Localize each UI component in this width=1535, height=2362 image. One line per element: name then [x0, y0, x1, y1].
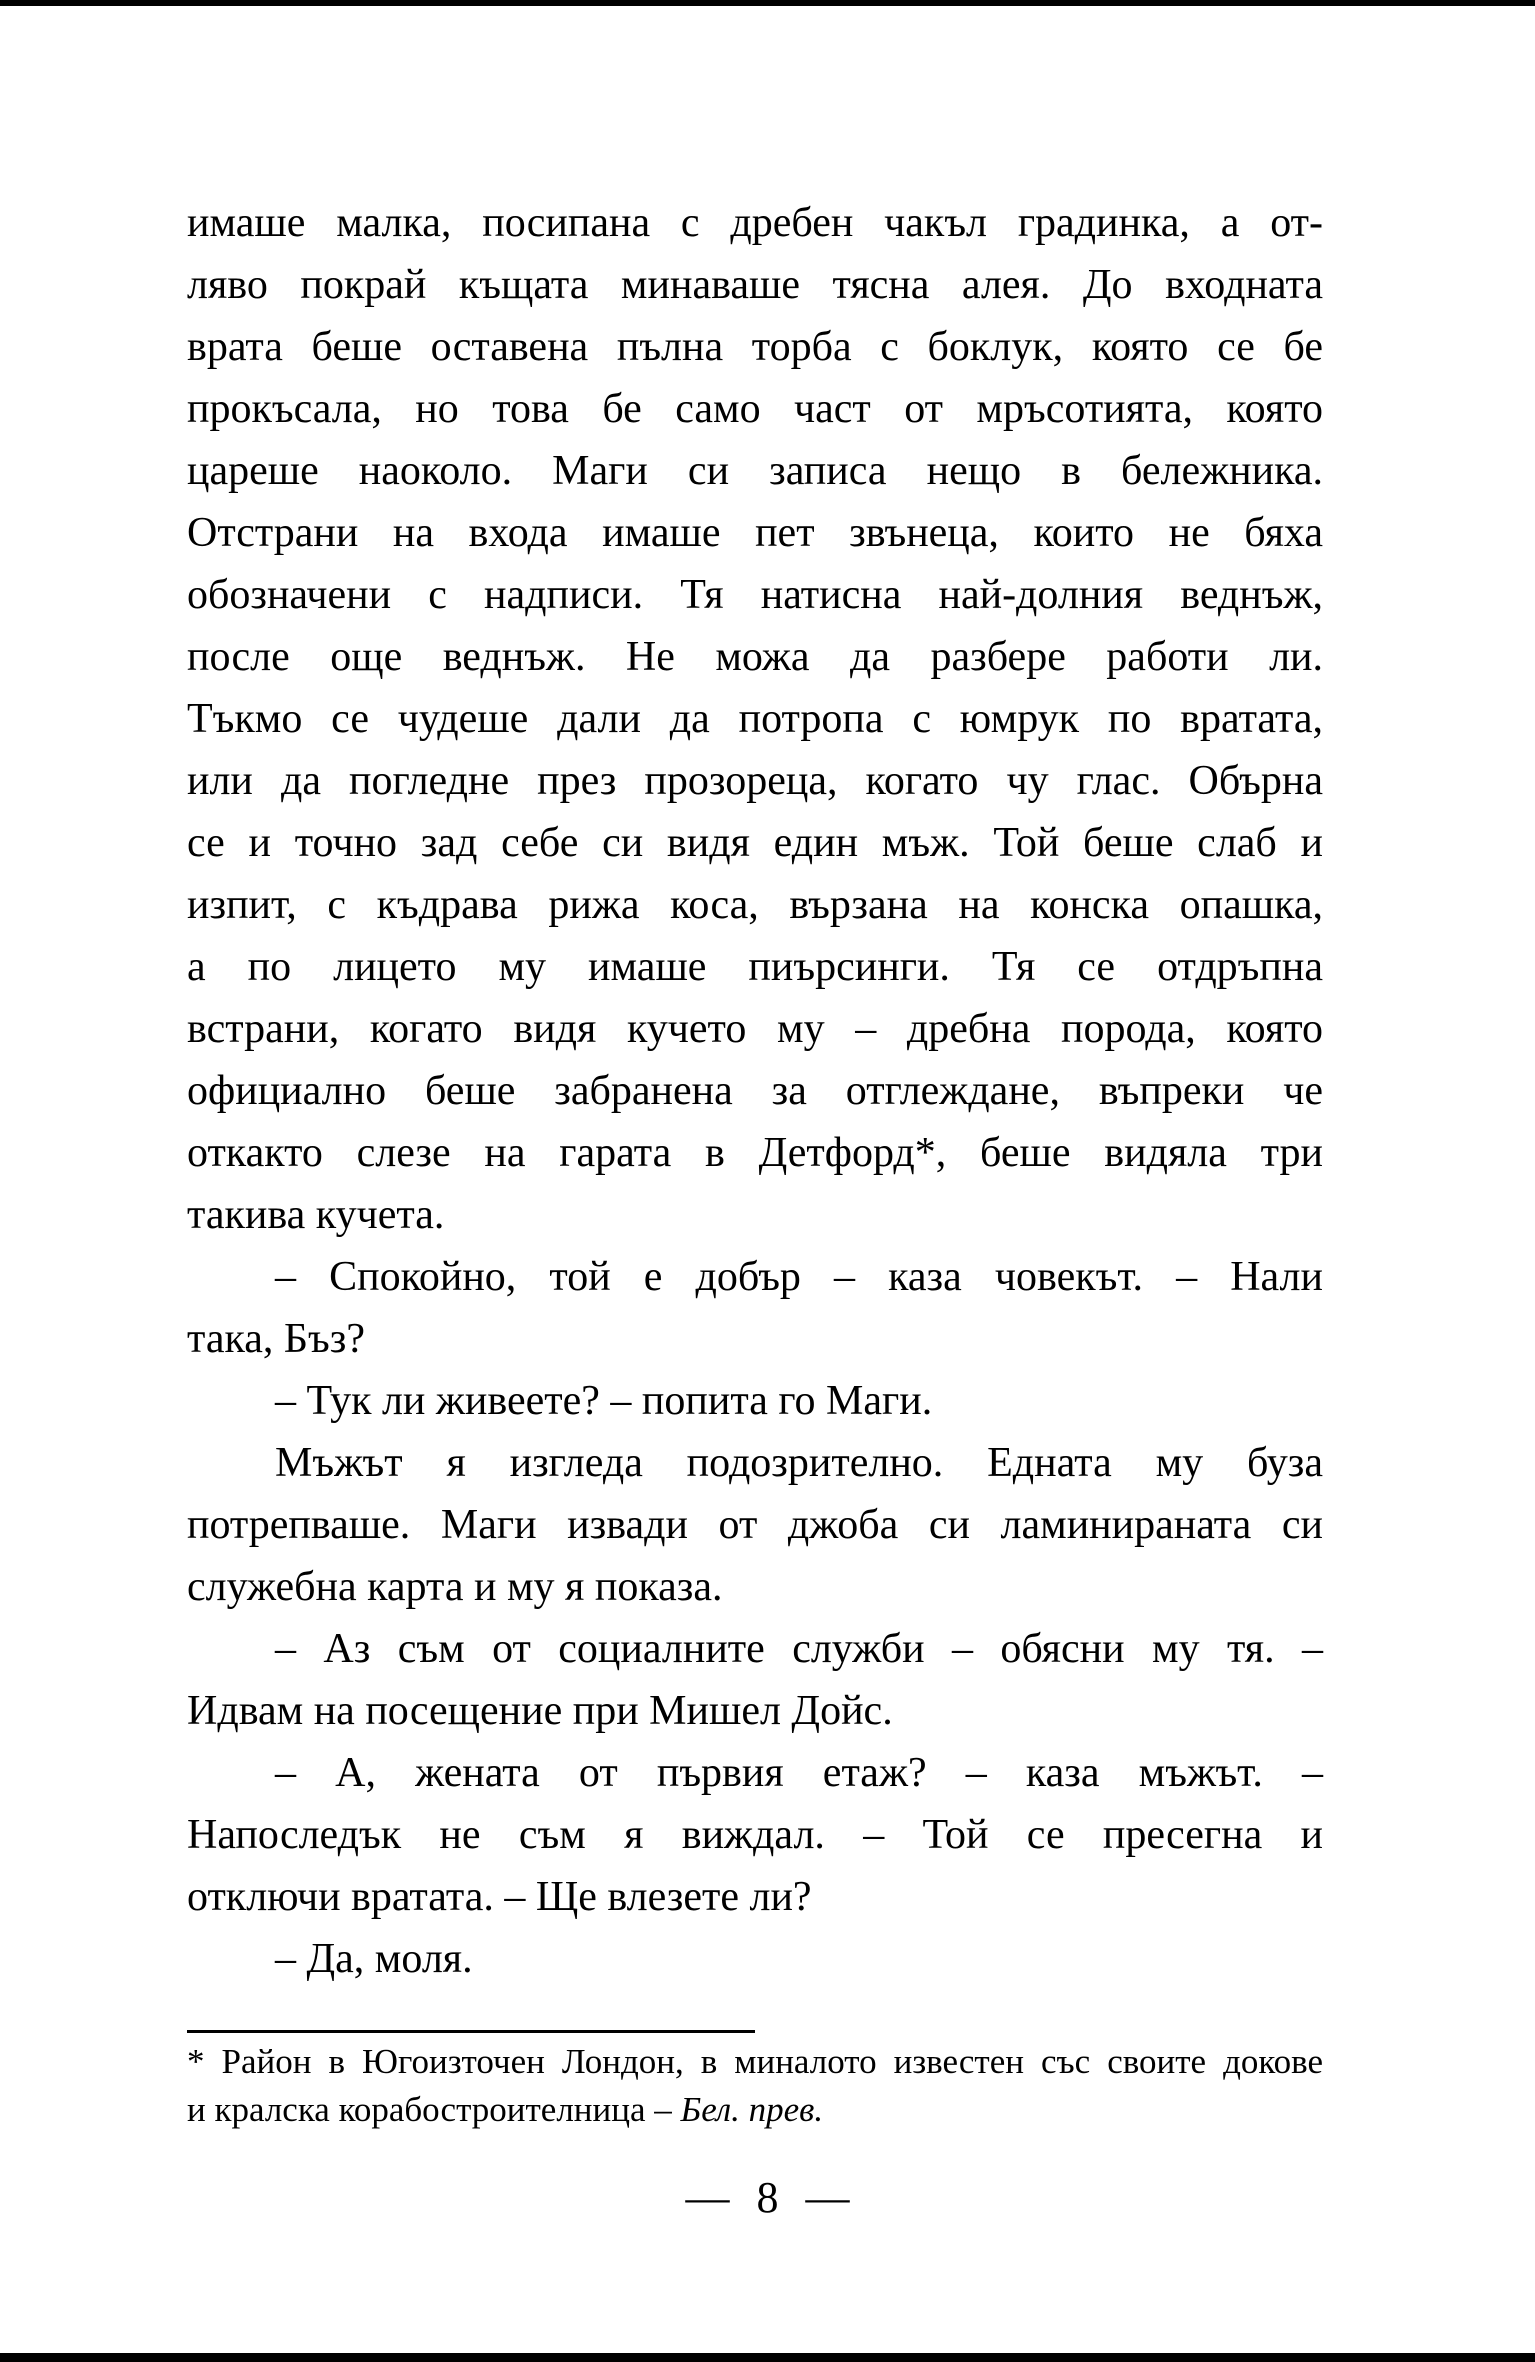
body-line-20: – Тук ли живеете? – попита го Маги. [275, 1378, 933, 1424]
footnote [187, 2038, 1323, 2134]
body-line-18: – Спокойно, той е добър – каза човекът. – Нали [275, 1254, 1323, 1300]
footnote-line-1: * Район в Югоизточен Лондон, в миналото известен със своите докове [187, 2042, 1323, 2081]
page-number: — 8 — [685, 2173, 850, 2222]
body-line-22: потрепваше. Маги извади от джоба си ламинираната си [187, 1502, 1323, 1548]
body-line-29: – Да, моля. [275, 1936, 473, 1982]
body-line-9: Тъкмо се чудеше дали да потропа с юмрук по вратата, [187, 696, 1323, 742]
body-line-16: откакто слезе на гарата в Детфорд*, беше видяла три [187, 1130, 1323, 1176]
body-line-7: обозначени с надписи. Тя натисна най-долния веднъж, [187, 572, 1323, 618]
body-line-12: изпит, с къдрава рижа коса, вързана на конска опашка, [187, 882, 1323, 928]
body-line-6: Отстрани на входа имаше пет звънеца, които не бяха [187, 510, 1323, 556]
body-line-13: а по лицето му имаше пиърсинги. Тя се отдръпна [187, 944, 1323, 990]
body-line-11: се и точно зад себе си видя един мъж. Той беше слаб и [187, 820, 1323, 866]
scan-bottom-edge-bar [0, 2353, 1535, 2362]
body-text-block [187, 192, 1323, 1990]
body-line-21: Мъжът я изгледа подозрително. Едната му буза [275, 1440, 1323, 1486]
footnote-separator [187, 2030, 755, 2033]
footnote-line-2 [187, 2086, 1323, 2134]
body-line-2: ляво покрай къщата минаваше тясна алея. До входната [187, 262, 1323, 308]
body-line-17: такива кучета. [187, 1192, 445, 1238]
body-line-23: служебна карта и му я показа. [187, 1564, 723, 1610]
body-line-8: после още веднъж. Не можа да разбере работи ли. [187, 634, 1323, 680]
footnote-line-2-text: и кралска корабостроителница – [187, 2090, 681, 2129]
body-line-28: отключи вратата. – Ще влезете ли? [187, 1874, 812, 1920]
body-line-26: – А, жената от първия етаж? – каза мъжът. – [275, 1750, 1323, 1796]
footnote-translator-note: Бел. прев. [680, 2090, 824, 2129]
body-line-27: Напоследък не съм я виждал. – Той се пресегна и [187, 1812, 1323, 1858]
scan-top-edge-bar [0, 0, 1535, 6]
body-line-14: встрани, когато видя кучето му – дребна порода, която [187, 1006, 1323, 1052]
body-line-25: Идвам на посещение при Мишел Дойс. [187, 1688, 893, 1734]
body-line-1: имаше малка, посипана с дребен чакъл градинка, а от- [187, 200, 1323, 246]
body-line-3: врата беше оставена пълна торба с боклук, която се бе [187, 324, 1323, 370]
body-line-15: официално беше забранена за отглеждане, въпреки че [187, 1068, 1323, 1114]
body-line-5: цареше наоколо. Маги си записа нещо в бележника. [187, 448, 1323, 494]
body-line-10: или да погледне през прозореца, когато чу глас. Обърна [187, 758, 1323, 804]
body-line-24: – Аз съм от социалните служби – обясни му тя. – [275, 1626, 1323, 1672]
body-line-4: прокъсала, но това бе само част от мръсотията, която [187, 386, 1323, 432]
body-line-19: така, Бъз? [187, 1316, 365, 1362]
